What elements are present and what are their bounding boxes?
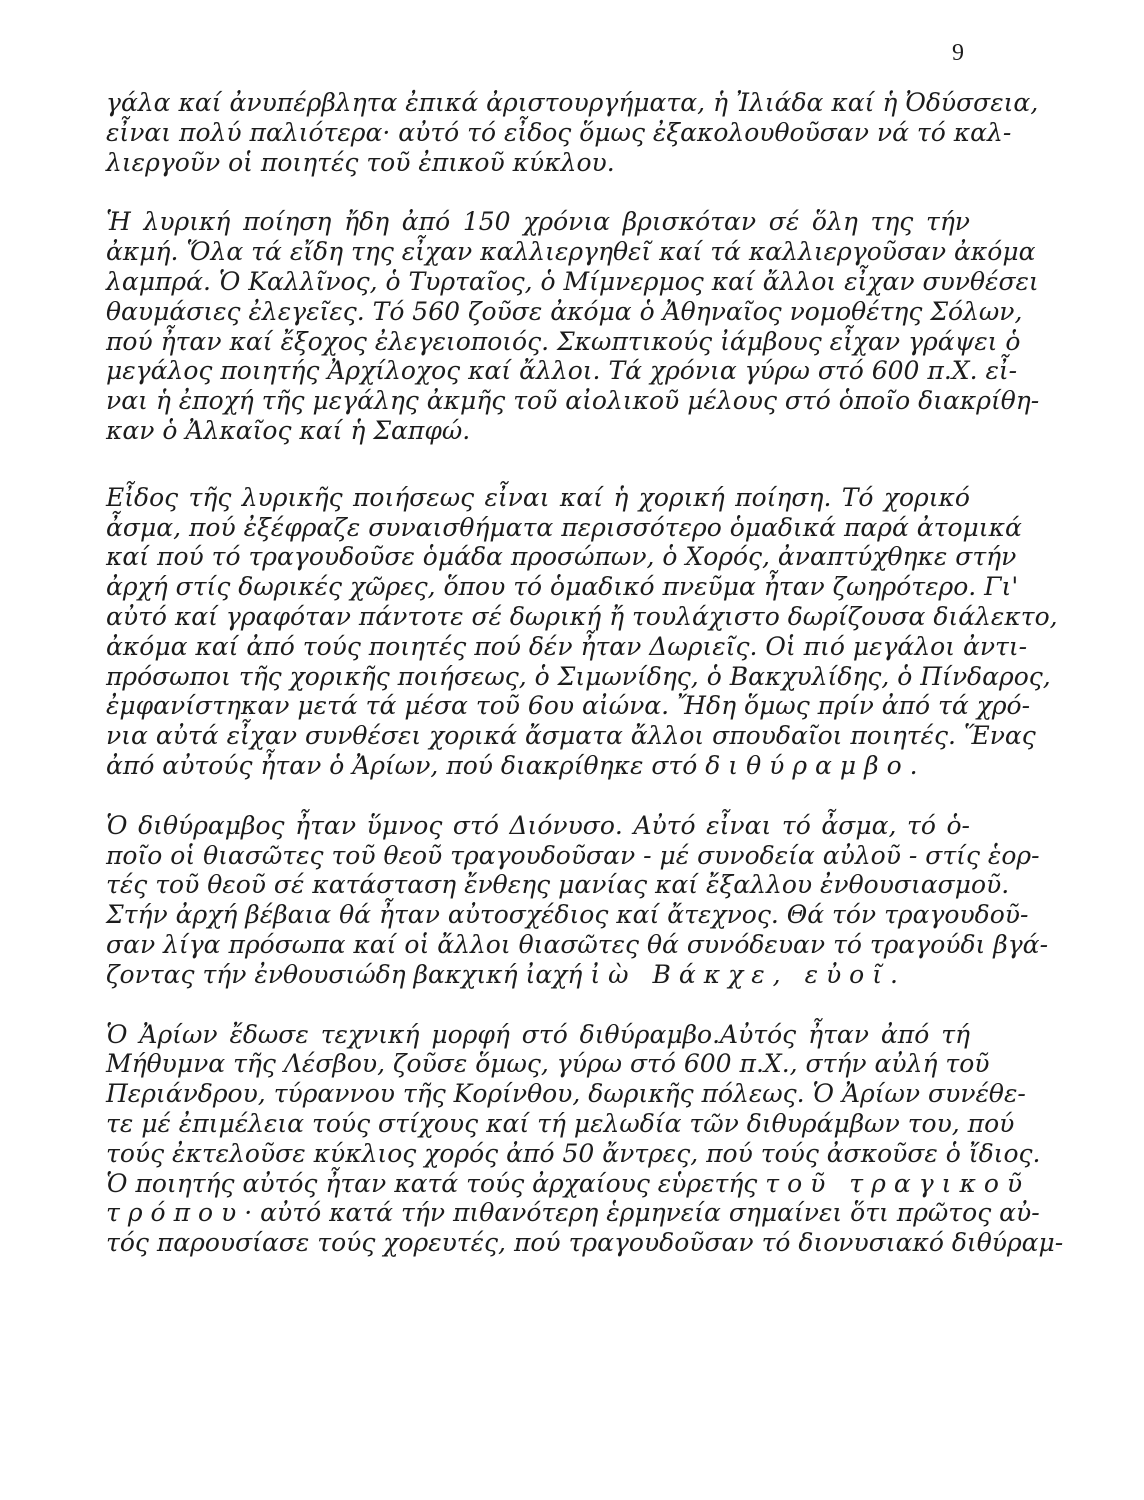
- text-line: λιεργοῦν οἱ ποιητές τοῦ ἐπικοῦ κύκλου.: [106, 147, 615, 177]
- text-line: Ἡ λυρική ποίηση ἤδη ἀπό 150 χρόνια βρισκόταν σέ ὅλη της τήν: [106, 207, 970, 237]
- text-line: ἐμφανίστηκαν μετά τά μέσα τοῦ 6ου αἰώνα. Ἤδη ὅμως πρίν ἀπό τά χρό-: [106, 691, 1031, 721]
- paragraph-epic: [106, 88, 1039, 177]
- text-line: ναι ἡ ἐποχή τῆς μεγάλης ἀκμῆς τοῦ αἰολικοῦ μέλους στό ὁποῖο διακρίθη-: [106, 386, 1040, 416]
- text-line: ἀρχή στίς δωρικές χῶρες, ὅπου τό ὁμαδικό πνεῦμα ἦταν ζωηρότερο. Γι': [106, 572, 1019, 602]
- paragraph-lyric-poetry: [106, 207, 1040, 445]
- text-fragment: ἀπό αὐτούς ἦταν ὁ Ἀρίων, πού διακρίθηκε στό: [106, 750, 706, 780]
- text-line: [106, 1168, 1031, 1199]
- text-line: Περιάνδρου, τύραννου τῆς Κορίνθου, δωρικῆς πόλεως. Ὁ Ἀρίων συνέθε-: [106, 1079, 1026, 1109]
- text-line: τός παρουσίασε τούς χορευτές, πού τραγουδοῦσαν τό διονυσιακό διθύραμ-: [106, 1228, 1064, 1258]
- document-body: [106, 88, 1064, 1258]
- text-line: σαν λίγα πρόσωπα καί οἱ ἄλλοι θιασῶτες θά συνόδευαν τό τραγούδι βγά-: [106, 929, 1049, 959]
- text-line: Ὁ Ἀρίων ἔδωσε τεχνική μορφή στό διθύραμβο.Αὐτός ἦταν ἀπό τή: [106, 1019, 970, 1049]
- text-line: γάλα καί ἀνυπέρβλητα ἐπικά ἀριστουργήματα, ἡ Ἰλιάδα καί ἡ Ὀδύσσεια,: [106, 88, 1039, 117]
- paragraph-choral-poetry: [106, 482, 1058, 781]
- text-line: νια αὐτά εἶχαν συνθέσει χορικά ἄσματα ἄλλοι σπουδαῖοι ποιητές. Ἕνας: [106, 721, 1036, 751]
- text-line: τές τοῦ θεοῦ σέ κατάσταση ἔνθεης μανίας καί ἔξαλλου ἐνθουσιασμοῦ.: [106, 870, 1010, 900]
- text-line: εἶναι πολύ παλιότερα· αὐτό τό εἶδος ὅμως ἐξακολουθοῦσαν νά τό καλ-: [106, 117, 1012, 147]
- text-line: [106, 1198, 1040, 1228]
- text-line: λαμπρά. Ὁ Καλλῖνος, ὁ Τυρταῖος, ὁ Μίμνερμος καί ἄλλοι εἶχαν συνθέσει: [106, 266, 1039, 296]
- text-line: ἆσμα, πού ἐξέφραζε συναισθήματα περισσότερο ὁμαδικά παρά ἀτομικά: [106, 512, 1022, 542]
- spaced-term: ἰὼ Βάκχε, εὐοῖ.: [590, 959, 906, 989]
- text-line: ποῖο οἱ θιασῶτες τοῦ θεοῦ τραγουδοῦσαν - μέ συνοδεία αὐλοῦ - στίς ἑορ-: [106, 840, 1040, 870]
- text-line: πού ἦταν καί ἔξοχος ἐλεγειοποιός. Σκωπτικούς ἰάμβους εἶχαν γράψει ὁ: [106, 326, 1021, 356]
- text-line: θαυμάσιες ἐλεγεῖες. Τό 560 ζοῦσε ἀκόμα ὁ Ἀθηναῖος νομοθέτης Σόλων,: [106, 296, 1023, 326]
- paragraph-dithyramb: [106, 810, 1049, 990]
- text-line: [106, 960, 970, 990]
- text-line: αὐτό καί γραφόταν πάντοτε σέ δωρική ἤ τουλάχιστο δωρίζουσα διάλεκτο,: [106, 601, 1058, 631]
- text-line: [106, 751, 970, 781]
- text-line: καν ὁ Ἀλκαῖος καί ἡ Σαπφώ.: [106, 415, 471, 445]
- text-fragment: · αὐτό κατά τήν πιθανότερη ἑρμηνεία σημαίνει ὅτι πρῶτος αὐ-: [244, 1198, 1040, 1228]
- text-line: ἀκμή. Ὅλα τά εἴδη της εἶχαν καλλιεργηθεῖ καί τά καλλιεργοῦσαν ἀκόμα: [106, 237, 1036, 267]
- text-line: πρόσωποι τῆς χορικῆς ποιήσεως, ὁ Σιμωνίδης, ὁ Βακχυλίδης, ὁ Πίνδαρος,: [106, 661, 1051, 691]
- text-fragment: Ὁ ποιητής αὐτός ἦταν κατά τούς ἀρχαίους εὑρετής: [106, 1168, 766, 1198]
- spaced-term: διθύραμβο.: [705, 750, 926, 780]
- spaced-term: τρόπου: [106, 1198, 245, 1228]
- text-line: ἀκόμα καί ἀπό τούς ποιητές πού δέν ἦταν Δωριεῖς. Οἱ πιό μεγάλοι ἀντι-: [106, 631, 1028, 661]
- text-line: Ὁ διθύραμβος ἦταν ὕμνος στό Διόνυσο. Αὐτό εἶναι τό ἆσμα, τό ὁ-: [106, 810, 970, 840]
- text-line: Μήθυμνα τῆς Λέσβου, ζοῦσε ὅμως, γύρω στό 600 π.Χ., στήν αὐλή τοῦ: [106, 1049, 990, 1079]
- page-number: 9: [952, 40, 964, 66]
- paragraph-arion: [106, 1019, 1064, 1258]
- text-line: Εἶδος τῆς λυρικῆς ποιήσεως εἶναι καί ἡ χορική ποίηση. Τό χορικό: [106, 482, 970, 512]
- text-line: καί πού τό τραγουδοῦσε ὁμάδα προσώπων, ὁ Χορός, ἀναπτύχθηκε στήν: [106, 542, 1017, 572]
- text-line: μεγάλος ποιητής Ἀρχίλοχος καί ἄλλοι. Τά χρόνια γύρω στό 600 π.Χ. εἶ-: [106, 356, 1018, 386]
- spaced-term: τοῦ τραγικοῦ: [765, 1168, 1031, 1198]
- text-line: Στήν ἀρχή βέβαια θά ἦταν αὐτοσχέδιος καί ἄτεχνος. Θά τόν τραγουδοῦ-: [106, 900, 1029, 930]
- text-line: τούς ἐκτελοῦσε κύκλιος χορός ἀπό 50 ἄντρες, πού τούς ἀσκοῦσε ὁ ἴδιος.: [106, 1138, 1041, 1168]
- text-fragment: ζοντας τήν ἐνθουσιώδη βακχική ἰαχή: [106, 959, 591, 989]
- text-line: τε μέ ἐπιμέλεια τούς στίχους καί τή μελωδία τῶν διθυράμβων του, πού: [106, 1108, 1015, 1138]
